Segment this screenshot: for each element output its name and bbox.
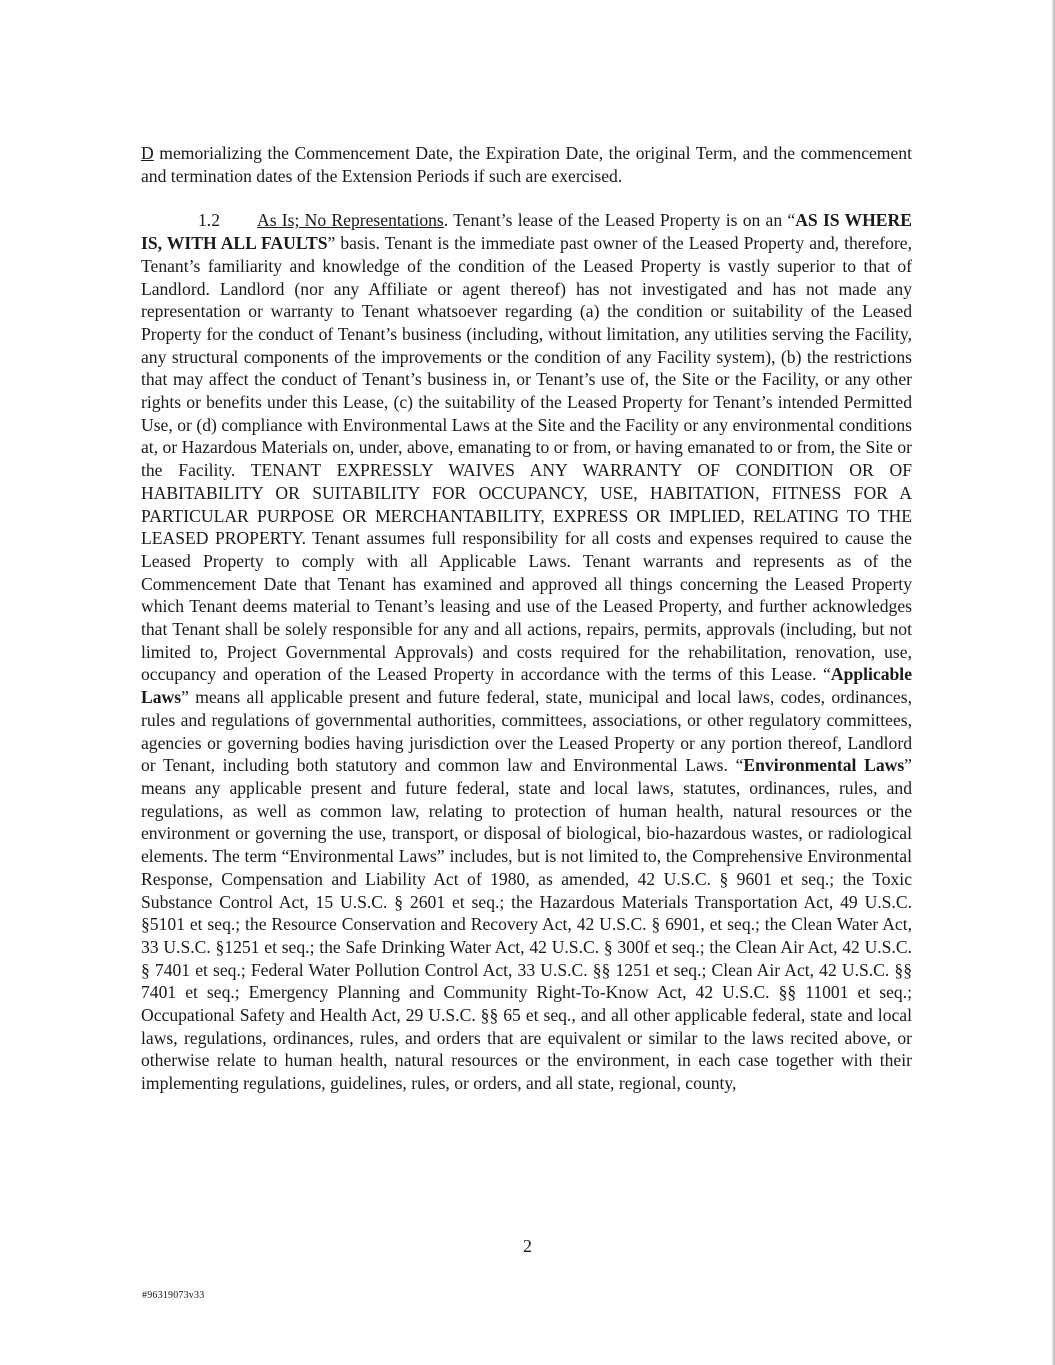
- as-is-term: AS IS WHERE IS, WITH ALL FAULTS: [141, 210, 912, 254]
- exhibit-reference: D: [141, 143, 154, 163]
- paragraph-text: memorializing the Commencement Date, the Expiration Date, the original Term, and the commencement and termination dates of the Extension Periods if such are exercised.: [141, 143, 912, 186]
- section-text-4: ” means any applicable present and future federal, state and local laws, statutes, ordinances, rules, and regulations, as well as common law, relating to protection of human health, natural resources or the environment or governing the use, transport, or disposal of biological, bio-hazardous wastes, or radiological elements. The term “Environmental Laws” includes, but is not limited to, the Comprehensive Environmental Response, Compensation and Liability Act of 1980, as amended, 42 U.S.C. § 9601 et seq.; the Toxic Substance Control Act, 15 U.S.C. § 2601 et seq.; the Hazardous Materials Transportation Act, 49 U.S.C. §5101 et seq.; the Resource Conservation and Recovery Act, 42 U.S.C. § 6901, et seq.; the Clean Water Act, 33 U.S.C. §1251 et seq.; the Safe Drinking Water Act, 42 U.S.C. § 300f et seq.; the Clean Air Act, 42 U.S.C. § 7401 et seq.; Federal Water Pollution Control Act, 33 U.S.C. §§ 1251 et seq.; Clean Air Act, 42 U.S.C. §§ 7401 et seq.; Emergency Planning and Community Right-To-Know Act, 42 U.S.C. §§ 11001 et seq.; Occupational Safety and Health Act, 29 U.S.C. §§ 65 et seq., and all other applicable federal, state and local laws, regulations, ordinances, rules, and orders that are equivalent or similar to the laws recited above, or otherwise relate to human health, natural resources or the environment, in each case together with their implementing regulations, guidelines, rules, or orders, and all state, regional, county,: [141, 755, 912, 1094]
- paragraph-continued: [141, 142, 912, 187]
- section-text-2: ” basis. Tenant is the immediate past owner of the Leased Property and, therefore, Tenant’s familiarity and knowledge of the condition of the Leased Property is vastly superior to that of Landlord. Landlord (nor any Affiliate or agent thereof) has not investigated and has not made any representation or warranty to Tenant whatsoever regarding (a) the condition or suitability of the Leased Property for the conduct of Tenant’s business (including, without limitation, any utilities serving the Facility, any structural components of the improvements or the condition of any Facility system), (b) the restrictions that may affect the conduct of Tenant’s business in, or Tenant’s use of, the Site or the Facility, or any other rights or benefits under this Lease, (c) the suitability of the Leased Property for Tenant’s intended Permitted Use, or (d) compliance with Environmental Laws at the Site and the Facility or any environmental conditions at, or Hazardous Materials on, under, above, emanating to or from, or having emanated to or from, the Site or the Facility. TENANT EXPRESSLY WAIVES ANY WARRANTY OF CONDITION OR OF HABITABILITY OR SUITABILITY FOR OCCUPANCY, USE, HABITATION, FITNESS FOR A PARTICULAR PURPOSE OR MERCHANTABILITY, EXPRESS OR IMPLIED, RELATING TO THE LEASED PROPERTY. Tenant assumes full responsibility for all costs and expenses required to cause the Leased Property to comply with all Applicable Laws. Tenant warrants and represents as of the Commencement Date that Tenant has examined and approved all things concerning the Leased Property which Tenant deems material to Tenant’s leasing and use of the Leased Property, and further acknowledges that Tenant shall be solely responsible for any and all actions, repairs, permits, approvals (including, but not limited to, Project Governmental Approvals) and costs required for the rehabilitation, renovation, use, occupancy and operation of the Leased Property in accordance with the terms of this Lease. “: [141, 233, 912, 685]
- page-number: 2: [523, 1236, 532, 1256]
- section-text-3: ” means all applicable present and future federal, state, municipal and local laws, codes, ordinances, rules and regulations of governmental authorities, committees, associations, or other regulatory committees, agencies or governing bodies having jurisdiction over the Leased Property or any portion thereof, Landlord or Tenant, including both statutory and common law and Environmental Laws. “: [141, 687, 912, 776]
- section-1-2-paragraph: [141, 209, 912, 1094]
- document-body: [141, 142, 912, 1095]
- section-number: 1.2: [198, 210, 220, 231]
- section-text-1: . Tenant’s lease of the Leased Property is on an “: [443, 210, 796, 231]
- applicable-laws-term: Applicable Laws: [141, 664, 912, 708]
- document-id: #96319073v33: [142, 1290, 205, 1301]
- section-heading: As Is; No Representations: [257, 210, 444, 231]
- environmental-laws-term: Environmental Laws: [743, 755, 905, 776]
